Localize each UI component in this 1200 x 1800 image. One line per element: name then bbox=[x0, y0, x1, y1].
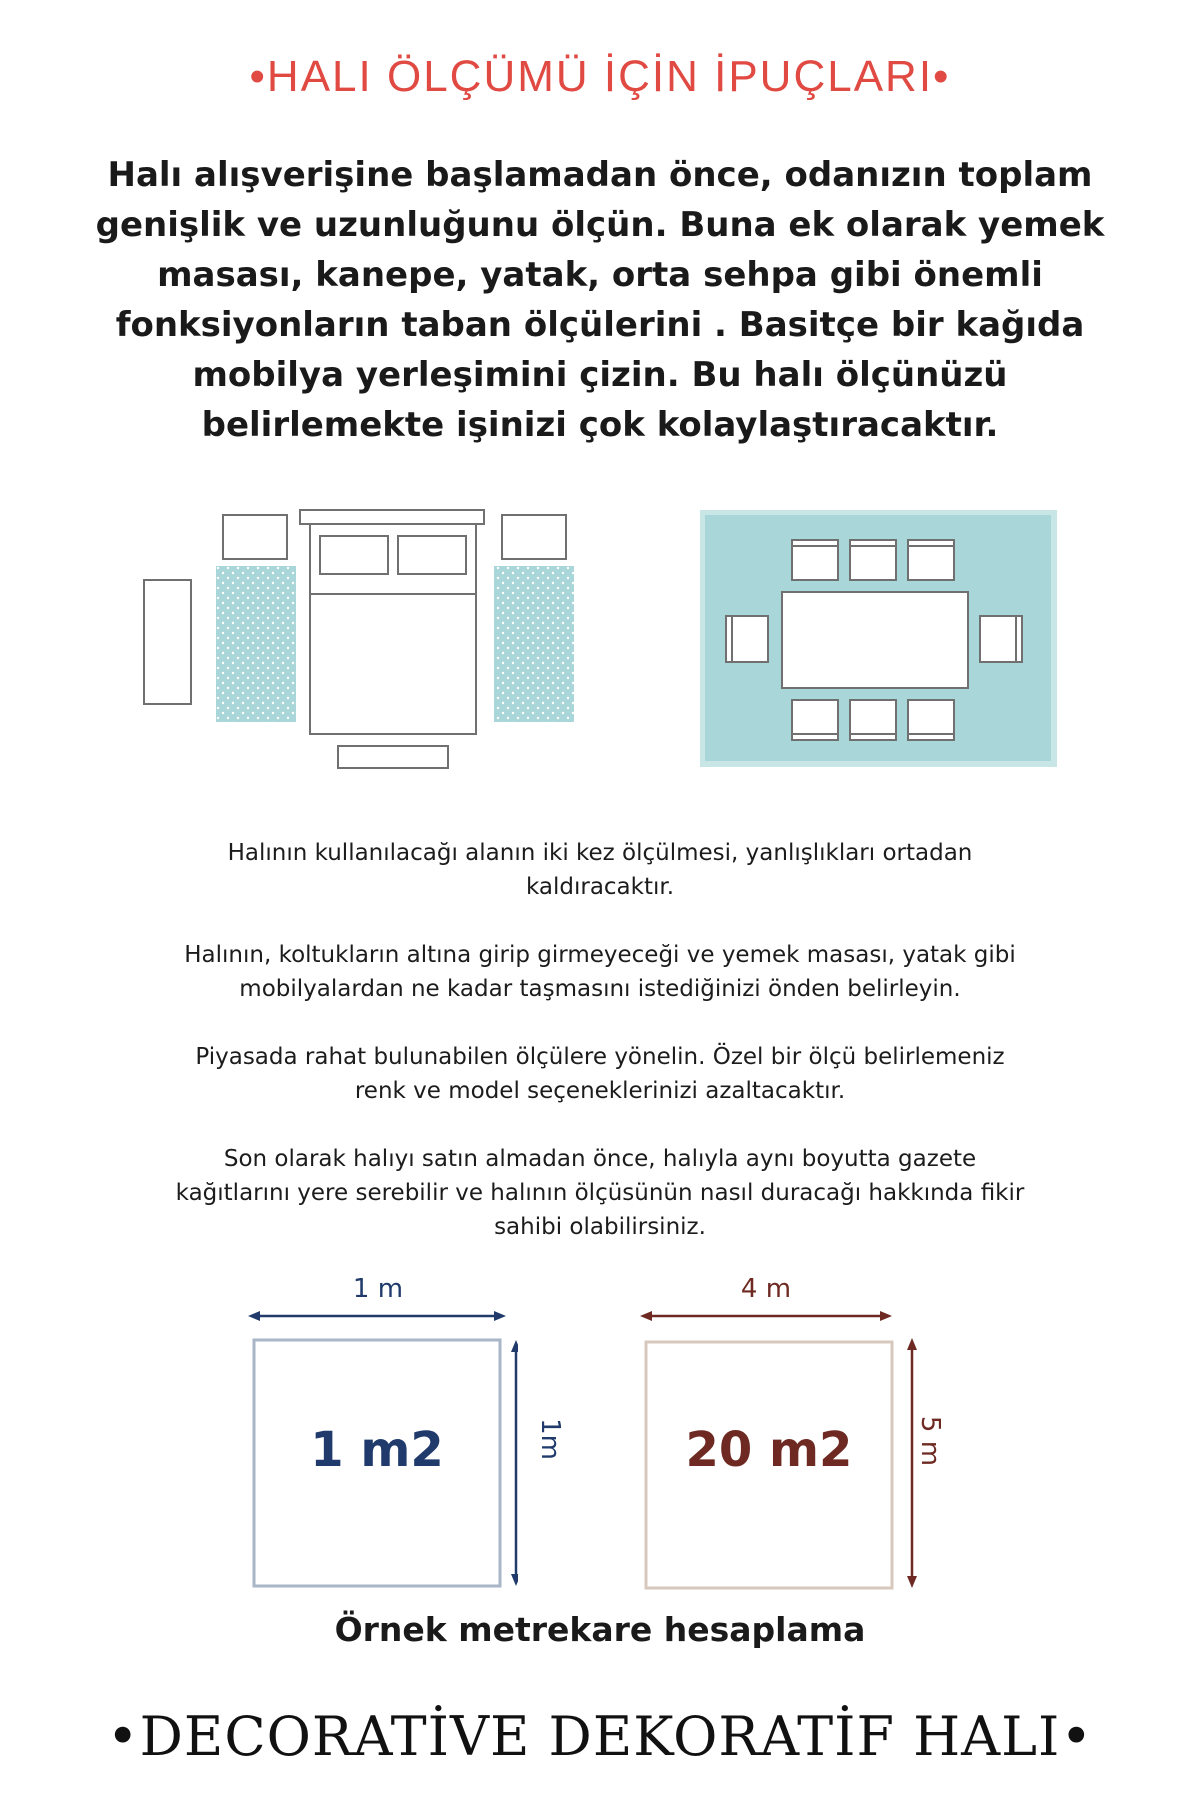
tip-line: Piyasada rahat bulunabilen ölçülere yönelin. Özel bir ölçü belirlemeniz bbox=[195, 1044, 1005, 1070]
bedroom-layout-illustration bbox=[130, 500, 590, 780]
tip-item bbox=[120, 836, 1080, 904]
example-caption: Örnek metrekare hesaplama bbox=[334, 1610, 866, 1649]
bench-left bbox=[144, 580, 191, 704]
tip-line: Son olarak halıyı satın almadan önce, halıyla aynı boyutta gazete bbox=[223, 1146, 977, 1172]
large-width-label: 4 m bbox=[740, 1274, 792, 1304]
page-title: •HALI ÖLÇÜMÜ İÇİN İPUÇLARI• bbox=[249, 52, 951, 101]
tip-item bbox=[120, 1142, 1080, 1244]
tip-line: kağıtlarını yere serebilir ve halının ölçüsünün nasıl duracağı hakkında fikir bbox=[175, 1180, 1025, 1206]
brand-footer: •DECORATİVE DEKORATİF HALI• bbox=[106, 1705, 1094, 1768]
nightstand-left bbox=[223, 515, 287, 559]
tip-line: sahibi olabilirsiniz. bbox=[494, 1214, 706, 1240]
side-rug-right bbox=[494, 566, 574, 722]
intro-line: genişlik ve uzunluğunu ölçün. Buna ek olarak yemek bbox=[95, 205, 1105, 245]
pillow-left bbox=[320, 536, 388, 574]
tips-section bbox=[120, 836, 1080, 1278]
tip-item bbox=[120, 1040, 1080, 1108]
small-height-label: 1m bbox=[535, 1418, 565, 1460]
intro-line: fonksiyonların taban ölçülerini . Basitçe bir kağıda bbox=[115, 305, 1085, 345]
intro-line: Halı alışverişine başlamadan önce, odanızın toplam bbox=[107, 155, 1093, 195]
bed-footstool bbox=[338, 746, 448, 768]
example-small bbox=[248, 1262, 518, 1562]
tip-line: mobilyalardan ne kadar taşmasını istediğinizi önden belirleyin. bbox=[239, 976, 961, 1002]
tip-line: kaldıracaktır. bbox=[525, 874, 675, 900]
tip-item bbox=[120, 938, 1080, 1006]
side-rug-left bbox=[216, 566, 296, 722]
large-area-label: 20 m2 bbox=[685, 1422, 853, 1478]
pillow-right bbox=[398, 536, 466, 574]
tip-line: Halının kullanılacağı alanın iki kez ölçülmesi, yanlışlıkları ortadan bbox=[227, 840, 973, 866]
intro-line: masası, kanepe, yatak, orta sehpa gibi önemli bbox=[157, 255, 1043, 295]
large-height-label: 5 m bbox=[915, 1415, 945, 1467]
intro-line: mobilya yerleşimini çizin. Bu halı ölçünüzü bbox=[192, 355, 1008, 395]
bed-headboard bbox=[300, 510, 484, 524]
dining-layout-illustration bbox=[700, 510, 1060, 770]
small-area-label: 1 m2 bbox=[310, 1422, 444, 1478]
nightstand-right bbox=[502, 515, 566, 559]
tip-line: renk ve model seçeneklerinizi azaltacaktır. bbox=[354, 1078, 846, 1104]
intro-line: belirlemekte işinizi çok kolaylaştıracaktır. bbox=[201, 405, 999, 445]
tip-line: Halının, koltukların altına girip girmeyeceği ve yemek masası, yatak gibi bbox=[184, 942, 1016, 968]
small-width-label: 1 m bbox=[352, 1274, 404, 1304]
dining-table bbox=[782, 592, 968, 688]
example-large bbox=[640, 1262, 920, 1562]
intro-paragraph bbox=[90, 150, 1110, 450]
